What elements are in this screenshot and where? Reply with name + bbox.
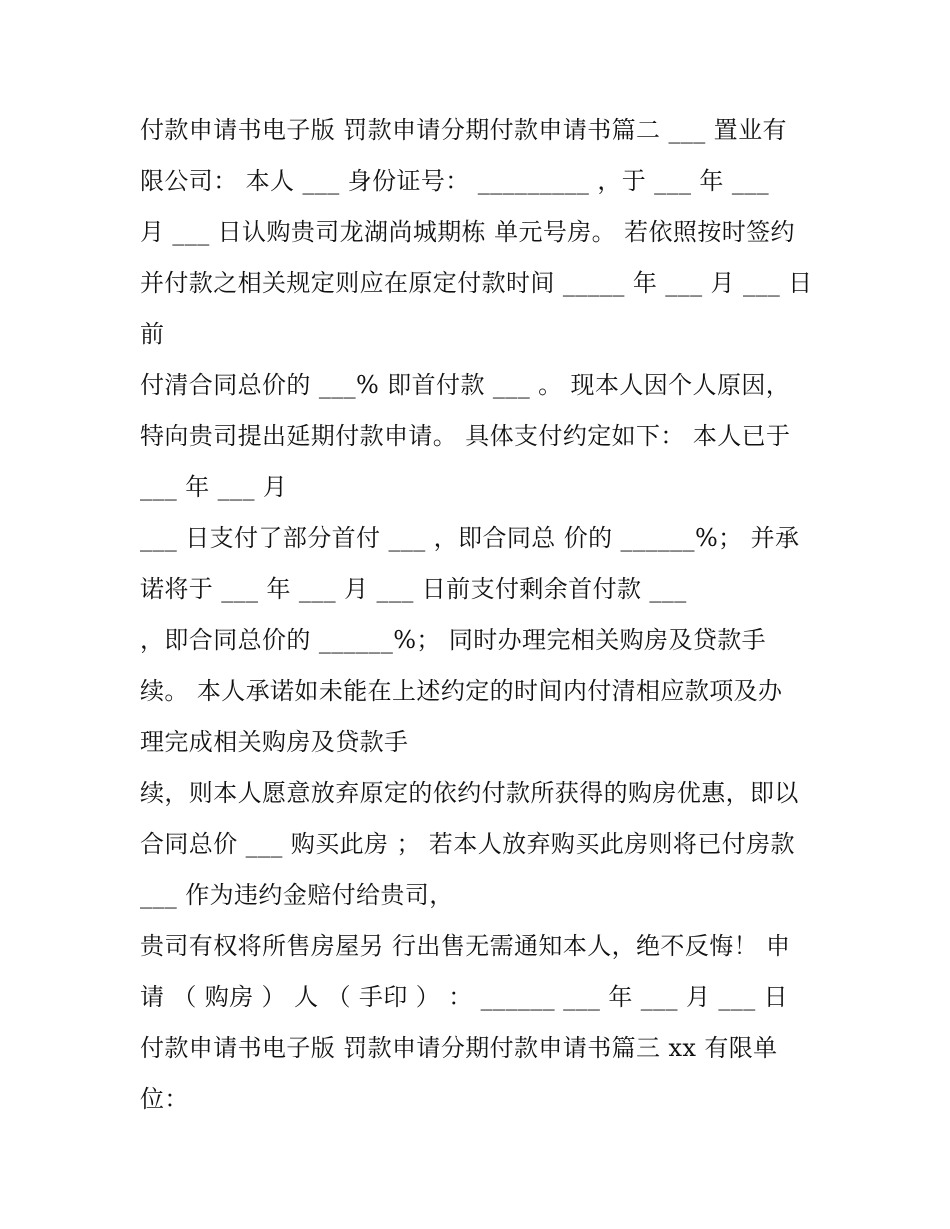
- text-line: 续。 本人承诺如未能在上述约定的时间内付清相应款项及办: [140, 677, 783, 705]
- text-line: 特向贵司提出延期付款申请。 具体支付约定如下： 本人已于: [140, 422, 791, 450]
- text-line: 合同总价 ___ 购买此房 ； 若本人放弃购买此房则将已付房款: [140, 830, 795, 858]
- text-line: ___ 年 ___ 月: [140, 473, 288, 501]
- text-line: 限公司： 本人 ___ 身份证号： _________ ，于 ___ 年 ___: [140, 167, 770, 195]
- text-line: 请 （ 购房 ） 人 （ 手印 ） ： ______ ___ 年 ___ 月 ___ 日: [140, 983, 789, 1011]
- text-line: 并付款之相关规定则应在原定付款时间 _____ 年 ___ 月 ___ 日: [140, 269, 813, 297]
- text-line: 付款申请书电子版 罚款申请分期付款申请书篇三 xx 有限单: [140, 1034, 778, 1062]
- text-line: ___ 作为违约金赔付给贵司，: [140, 881, 454, 909]
- text-line: 续，则本人愿意放弃原定的依约付款所获得的购房优惠，即以: [140, 779, 799, 807]
- text-line: 付款申请书电子版 罚款申请分期付款申请书篇二 ___ 置业有: [140, 116, 787, 144]
- text-line: 月 ___ 日认购贵司龙湖尚城期栋 单元号房。 若依照按时签约: [140, 218, 795, 246]
- document-body: [140, 108, 840, 1128]
- text-line: 付清合同总价的 ___% 即首付款 ___ 。 现本人因个人原因，: [140, 371, 791, 399]
- text-line: ___ 日支付了部分首付 ___ ，即合同总 价的 ______%； 并承: [140, 524, 800, 552]
- text-line: ，即合同总价的 ______%； 同时办理完相关购房及贷款手: [140, 626, 767, 654]
- text-line: 理完成相关购房及贷款手: [140, 728, 409, 756]
- text-line: 位：: [140, 1085, 189, 1113]
- text-line: 诺将于 ___ 年 ___ 月 ___ 日前支付剩余首付款 ___: [140, 575, 687, 603]
- text-line: 前: [140, 320, 165, 348]
- text-line: 贵司有权将所售房屋另 行出售无需通知本人，绝不反悔！ 申: [140, 932, 791, 960]
